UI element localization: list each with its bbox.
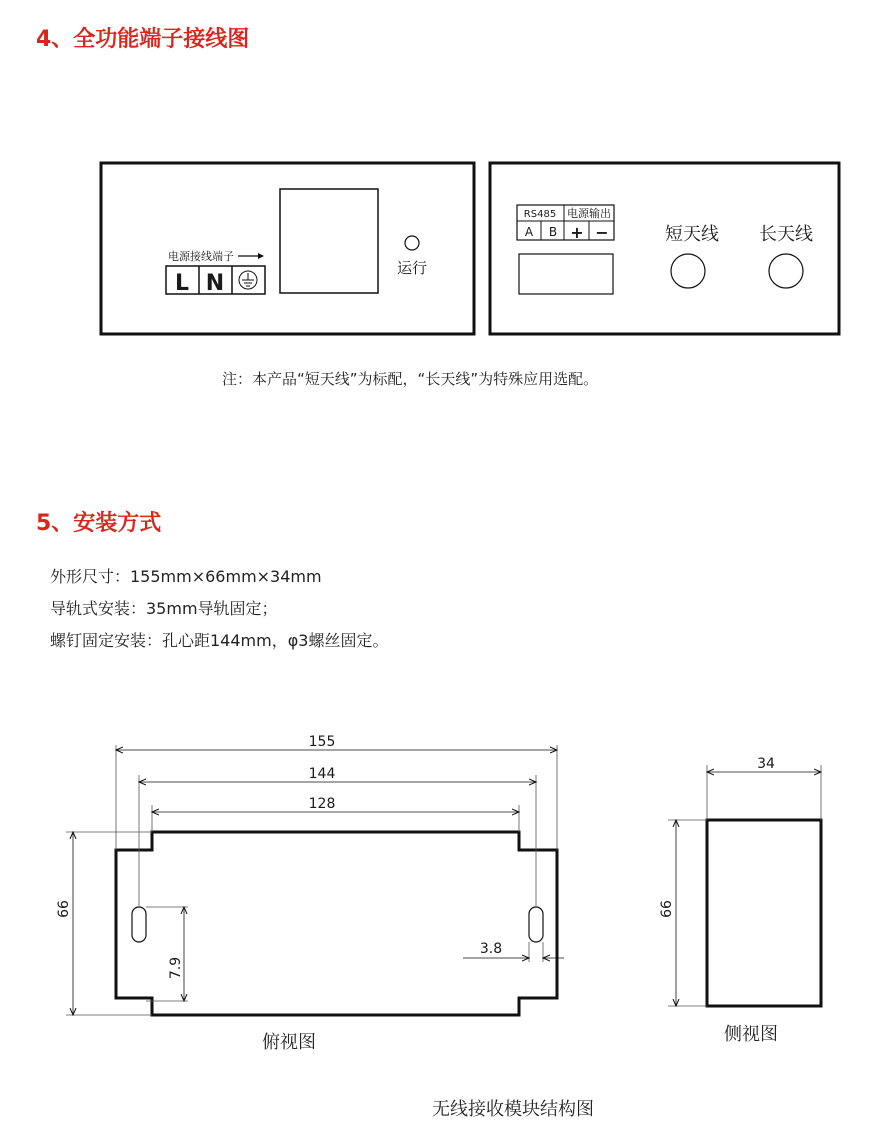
spec-screw-mount: 螺钉固定安装：孔心距144mm，φ3螺丝固定。 (50, 631, 389, 650)
arrow-right-icon (258, 253, 264, 259)
dim-155: 155 (308, 734, 336, 750)
terminal-plus: + (570, 223, 584, 242)
terminal-n: N (205, 271, 225, 296)
run-led-icon (405, 236, 419, 250)
section-4-title: 4、全功能端子接线图 (36, 27, 250, 52)
display-window (280, 189, 378, 293)
long-antenna-port-icon (769, 254, 803, 288)
short-antenna-port-icon (671, 254, 705, 288)
dim-7-9: 7.9 (168, 956, 184, 980)
side-view-caption: 侧视图 (724, 1024, 778, 1045)
power-output-label: 电源输出 (567, 207, 611, 220)
dim-66-top: 66 (56, 900, 72, 918)
dim-34: 34 (757, 756, 775, 772)
section-5-title: 5、安装方式 (36, 511, 162, 536)
rs485-window (519, 254, 613, 294)
terminal-wiring-diagram (0, 0, 883, 350)
terminal-minus: − (595, 223, 609, 242)
spec-rail-mount: 导轨式安装：35mm导轨固定； (50, 599, 278, 618)
dim-128: 128 (308, 796, 336, 812)
figure-caption: 无线接收模块结构图 (432, 1099, 594, 1120)
terminal-l: L (174, 271, 190, 296)
terminal-b: B (548, 225, 558, 239)
side-view-outline (707, 820, 821, 1006)
right-panel-frame (490, 163, 839, 334)
dim-3-8: 3.8 (479, 941, 503, 957)
power-terminal-label: 电源接线端子 (168, 250, 234, 263)
top-view-outline (116, 832, 557, 1015)
short-antenna-label: 短天线 (665, 224, 719, 245)
left-mount-slot (132, 907, 146, 942)
top-view-caption: 俯视图 (262, 1032, 316, 1053)
mounting-dimension-diagram (0, 700, 883, 1060)
ground-symbol-icon (239, 271, 257, 289)
terminal-a: A (524, 225, 534, 239)
rs485-label: RS485 (523, 209, 557, 220)
dim-66-side: 66 (659, 900, 675, 918)
dim-144: 144 (308, 766, 336, 782)
long-antenna-label: 长天线 (759, 224, 813, 245)
right-mount-slot (529, 907, 543, 942)
run-label: 运行 (396, 259, 428, 277)
antenna-note: 注：本产品“短天线”为标配，“长天线”为特殊应用选配。 (222, 370, 599, 388)
spec-dimensions: 外形尺寸：155mm×66mm×34mm (50, 567, 322, 586)
